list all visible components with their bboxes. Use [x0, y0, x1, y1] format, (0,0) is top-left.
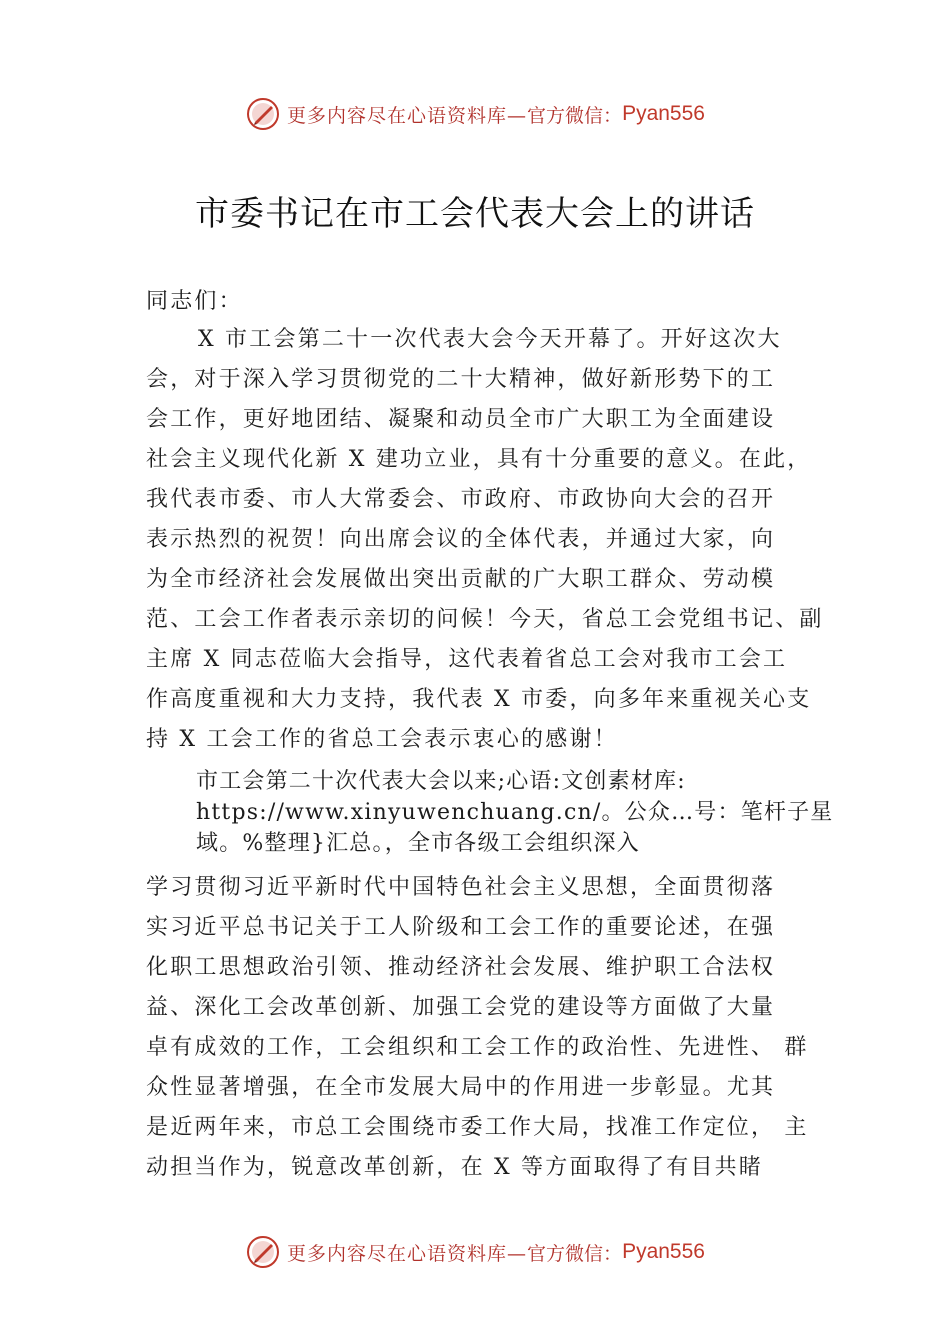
- paragraph-line: 众性显著增强，在全市发展大局中的作用进一步彰显。尤其: [146, 1075, 776, 1100]
- salutation: [146, 282, 846, 322]
- promo-text: 更多内容尽在心语资料库—: [287, 1242, 528, 1265]
- paragraph-line: 作高度重视和大力支持，我代表 X 市委，向多年来重视关心支: [146, 687, 812, 712]
- inserted-line: 市工会第二十次代表大会以来;心语:文创素材库:: [196, 769, 686, 794]
- salutation-line: 同志们：: [146, 289, 243, 314]
- inserted-line: https://www.xinyuwenchuang.cn/。公众…号：笔杆子星: [196, 800, 834, 825]
- paragraph-line: 是近两年来，市总工会围绕市委工作大局，找准工作定位， 主: [146, 1115, 809, 1140]
- promo-text: 更多内容尽在心语资料库—: [287, 104, 528, 127]
- paragraph-2: [146, 868, 846, 1188]
- wechat-label: 官方微信：: [527, 1242, 623, 1265]
- paragraph-line: 为全市经济社会发展做出突出贡献的广大职工群众、劳动模: [146, 567, 776, 592]
- paragraph-line: 益、深化工会改革创新、加强工会党的建设等方面做了大量: [146, 995, 776, 1020]
- paragraph-line: X 市工会第二十一次代表大会今天开幕了。开好这次大: [198, 327, 782, 352]
- inserted-line: 域。%整理}汇总。，全市各级工会组织深入: [196, 831, 640, 856]
- header-watermark-banner: [0, 94, 950, 134]
- inserted-watermark-text: [196, 766, 876, 859]
- wechat-id: Pyan556: [622, 102, 705, 125]
- paragraph-line: 我代表市委、市人大常委会、市政府、市政协向大会的召开: [146, 487, 776, 512]
- paragraph-line: 表示热烈的祝贺！向出席会议的全体代表，并通过大家，向: [146, 527, 776, 552]
- paragraph-line: 社会主义现代化新 X 建功立业，具有十分重要的意义。在此，: [146, 447, 812, 472]
- paragraph-line: 化职工思想政治引领、推动经济社会发展、维护职工合法权: [146, 955, 776, 980]
- paragraph-line: 会工作，更好地团结、凝聚和动员全市广大职工为全面建设: [146, 407, 776, 432]
- wechat-label: 官方微信：: [527, 104, 623, 127]
- wechat-id: Pyan556: [622, 1240, 705, 1263]
- paragraph-line: 动担当作为，锐意改革创新，在 X 等方面取得了有目共睹: [146, 1155, 764, 1180]
- paragraph-line: 范、工会工作者表示亲切的问候！今天，省总工会党组书记、副: [146, 607, 824, 632]
- paragraph-line: 卓有成效的工作，工会组织和工会工作的政治性、先进性、 群: [146, 1035, 809, 1060]
- paragraph-line: 学习贯彻习近平新时代中国特色社会主义思想，全面贯彻落: [146, 875, 776, 900]
- footer-watermark-banner: [0, 1232, 950, 1272]
- document-title: 市委书记在市工会代表大会上的讲话: [195, 194, 755, 234]
- paragraph-1: [146, 320, 846, 760]
- paragraph-line: 持 X 工会工作的省总工会表示衷心的感谢！: [146, 727, 618, 752]
- paragraph-line: 实习近平总书记关于工人阶级和工会工作的重要论述，在强: [146, 915, 776, 940]
- paragraph-line: 会，对于深入学习贯彻党的二十大精神，做好新形势下的工: [146, 367, 776, 392]
- paragraph-line: 主席 X 同志莅临大会指导，这代表着省总工会对我市工会工: [146, 647, 788, 672]
- pen-logo-icon: [245, 96, 281, 132]
- pen-logo-icon: [245, 1234, 281, 1270]
